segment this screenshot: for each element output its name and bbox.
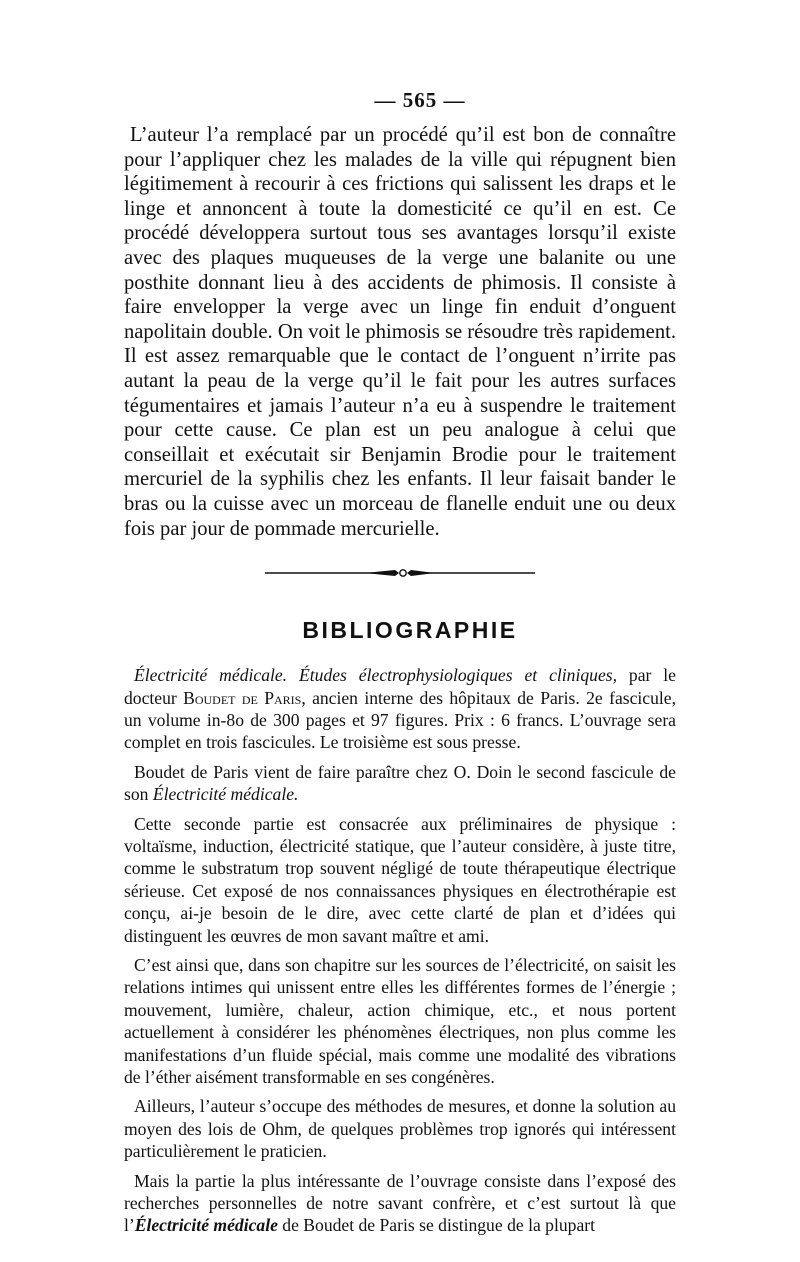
paragraph-6-text-start: Mais la partie la plus intéressante de l’ouvrage consiste dans l’exposé des recherches personnelles de notre savant confrère, et c’est surtout là que l’ xyxy=(124,1170,676,1236)
bibliography-text: par le docteur xyxy=(124,665,676,708)
paragraph-2-text: Boudet de Paris vient de faire paraître chez O. Doin le second fascicule de son xyxy=(124,761,676,805)
section-title: BIBLIOGRAPHIE xyxy=(302,617,518,644)
book-title-part1: Électricité médicale. xyxy=(134,665,288,686)
author-name: Boudet de Paris xyxy=(183,687,302,708)
bibliography-entry xyxy=(124,664,676,754)
page-number: — 565 — xyxy=(374,88,466,112)
review-paragraph-2 xyxy=(124,761,676,806)
review-paragraph-4: C’est ainsi que, dans son chapitre sur les sources de l’électricité, on saisit les relations intimes qui unissent entre elles les différentes formes de l’énergie ; mouvement, lumière, chaleur, action chimique, etc., et nous portent actuellement à considérer les phénomènes électriques, non plus comme les manifestations d’un fluide spécial, mais comme une modalité des vibrations de l’éther aisément transformable en ses congénères. xyxy=(124,954,676,1087)
intro-paragraph: L’auteur l’a remplacé par un procédé qu’il est bon de connaître pour l’appliquer chez les malades de la ville qui répugnent bien légitimement à recourir à ces frictions qui salissent les draps et le linge et annoncent à toute la domesticité ce qu’il en est. Ce procédé développera surtout tous ses avantages lorsqu’il existe avec des plaques muqueuses de la verge une balanite ou une posthite donnant lieu à des accidents de phimosis. Il consiste à faire envelopper la verge avec un linge fin enduit d’onguent napolitain double. On voit le phimosis se résoudre très rapidement. Il est assez remarquable que le contact de l’onguent n’irrite pas autant la peau de la verge qu’il le fait pour les autres surfaces tégumentaires et jamais l’auteur n’a eu à suspendre le traitement pour cette cause. Ce plan est un peu analogue à celui que conseillait et exécutait sir Benjamin Brodie pour le traitement mercuriel de la syphilis chez les enfants. Il leur faisait bander le bras ou la cuisse avec un morceau de flanelle enduit une ou deux fois par jour de pommade mercurielle. xyxy=(124,124,676,540)
review-paragraph-5: Ailleurs, l’auteur s’occupe des méthodes de mesures, et donne la solution au moyen des lois de Ohm, de quelques problèmes trop ignorés qui intéressent particulièrement le praticien. xyxy=(124,1096,676,1162)
review-paragraph-6 xyxy=(124,1170,676,1237)
paragraph-6-title: Électricité médicale xyxy=(134,1215,278,1236)
paragraph-2-title: Électricité médicale. xyxy=(152,784,299,805)
review-paragraph-3: Cette seconde partie est consacrée aux préliminaires de physique : voltaïsme, induction, électricité statique, que l’auteur considère, à juste titre, comme le substratum trop souvent négligé de toute thérapeutique électrique sérieuse. Cet exposé de nos connaissances physiques en électrothérapie est conçu, ai-je besoin de le dire, avec cette clarté de plan et d’idées qui distinguent les œuvres de mon savant maître et ami. xyxy=(124,813,676,946)
paragraph-6-text-end: de Boudet de Paris se distingue de la plupart xyxy=(277,1215,595,1236)
ornamental-divider xyxy=(265,565,535,581)
bibliography-details: , ancien interne des hôpitaux de Paris. 2e fascicule, un volume in-8o de 300 pages et 97 figures. Prix : 6 francs. L’ouvrage sera complet en trois fascicules. Le troisième est sous presse. xyxy=(124,687,677,753)
book-title-part2: Études électrophysiologiques et cliniques, xyxy=(299,665,617,686)
page xyxy=(124,88,676,1244)
